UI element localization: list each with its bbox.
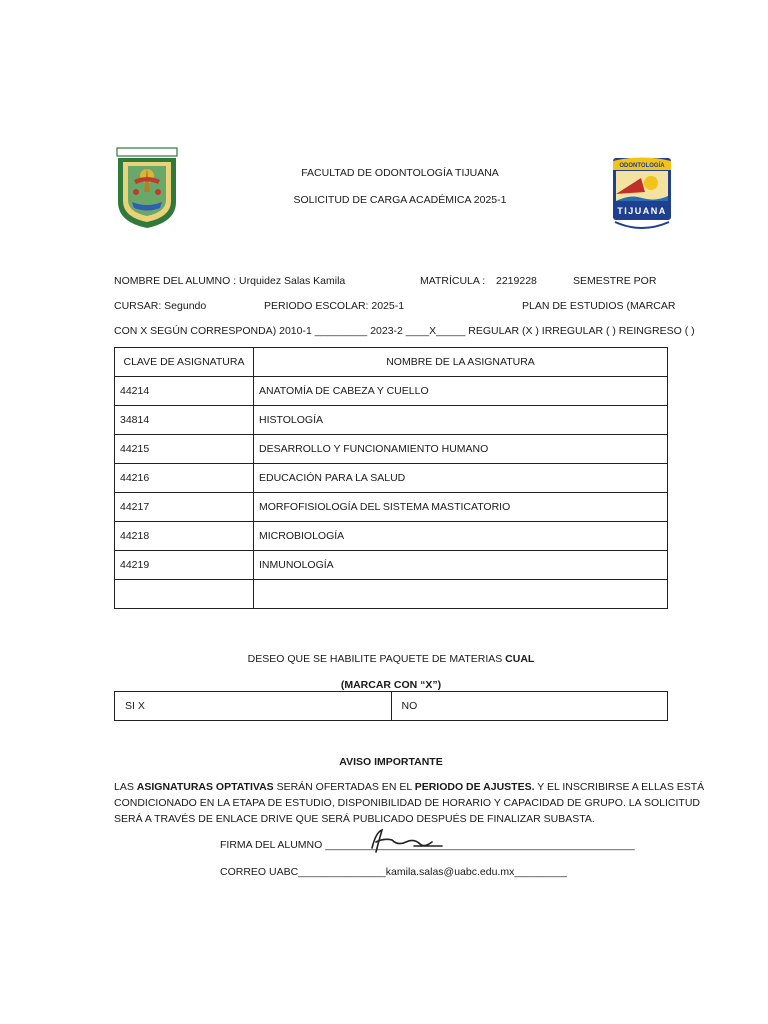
subject-key: 44218 — [115, 522, 254, 551]
table-header-row — [115, 348, 668, 377]
subject-name: EDUCACIÓN PARA LA SALUD — [254, 464, 668, 493]
subject-key: 44216 — [115, 464, 254, 493]
subject-key: 44217 — [115, 493, 254, 522]
semestre-label: SEMESTRE POR — [573, 275, 657, 287]
email-line: CORREO UABC_______________kamila.salas@uabc.edu.mx_________ — [220, 866, 567, 878]
yes-no-row — [115, 692, 668, 721]
no-cell[interactable]: NO — [391, 692, 668, 721]
subject-key — [115, 580, 254, 609]
yes-cell[interactable]: SI X — [115, 692, 392, 721]
matricula-label: MATRÍCULA : — [420, 275, 486, 287]
table-row — [115, 406, 668, 435]
faculty-title: FACULTAD DE ODONTOLOGÍA TIJUANA — [301, 167, 499, 179]
subject-key: 34814 — [115, 406, 254, 435]
subjects-table — [114, 347, 668, 609]
yes-no-table — [114, 691, 668, 721]
matricula-value: 2219228 — [496, 275, 537, 287]
table-row — [115, 464, 668, 493]
cursar-value: CURSAR: Segundo — [114, 300, 207, 312]
periodo-escolar: PERIODO ESCOLAR: 2025-1 — [264, 300, 405, 312]
subject-name: ANATOMÍA DE CABEZA Y CUELLO — [254, 377, 668, 406]
plan-estudios-label: PLAN DE ESTUDIOS (MARCAR — [522, 300, 676, 312]
table-row — [115, 551, 668, 580]
faculty-logo — [611, 156, 673, 232]
package-question-bold: CUAL — [505, 653, 535, 665]
handwritten-signature — [362, 826, 452, 856]
subject-key: 44219 — [115, 551, 254, 580]
package-question-text: DESEO QUE SE HABILITE PAQUETE DE MATERIAS — [247, 653, 503, 665]
subject-name: MICROBIOLOGÍA — [254, 522, 668, 551]
notice-text-1: LAS — [114, 781, 134, 793]
notice-title: AVISO IMPORTANTE — [339, 756, 443, 768]
subject-key: 44215 — [115, 435, 254, 464]
student-name: NOMBRE DEL ALUMNO : Urquidez Salas Kamila — [114, 275, 346, 287]
subject-name: DESARROLLO Y FUNCIONAMIENTO HUMANO — [254, 435, 668, 464]
package-question — [114, 653, 668, 665]
table-row — [115, 377, 668, 406]
subject-name: HISTOLOGÍA — [254, 406, 668, 435]
notice-line-1 — [114, 781, 704, 793]
notice-bold-1: ASIGNATURAS OPTATIVAS — [136, 781, 274, 793]
notice-line-2: CONDICIONADO EN LA ETAPA DE ESTUDIO, DISPONIBILIDAD DE HORARIO Y CAPACIDAD DE GRUPO. LA SOLICITUD — [114, 797, 700, 809]
request-title: SOLICITUD DE CARGA ACADÉMICA 2025-1 — [293, 194, 507, 206]
logo-text: TIJUANA — [617, 206, 667, 216]
logo-top-text: ODONTOLOGÍA — [619, 163, 665, 169]
subject-name — [254, 580, 668, 609]
subject-name: MORFOFISIOLOGÍA DEL SISTEMA MASTICATORIO — [254, 493, 668, 522]
notice-text-2: SERÁN OFERTADAS EN EL — [276, 781, 412, 793]
signature-line: FIRMA DEL ALUMNO _____________________________________________________ — [220, 839, 635, 851]
notice-line-3: SERÁ A TRAVÉS DE ENLACE DRIVE QUE SERÁ PUBLICADO DESPUÉS DE FINALIZAR SUBASTA. — [114, 813, 595, 825]
package-instruction: (MARCAR CON “X”) — [340, 679, 442, 691]
notice-bold-2: PERIODO DE AJUSTES. — [414, 781, 535, 793]
table-row — [115, 493, 668, 522]
subject-key: 44214 — [115, 377, 254, 406]
uabc-shield-logo — [114, 146, 180, 230]
notice-text-3: Y EL INSCRIBIRSE A ELLAS ESTÁ — [537, 781, 705, 793]
table-row-empty — [115, 580, 668, 609]
col-header-key: CLAVE DE ASIGNATURA — [115, 348, 254, 377]
subject-name: INMUNOLOGÍA — [254, 551, 668, 580]
plan-status-line: CON X SEGÚN CORRESPONDA) 2010-1 _________ 2023-2 ____X_____ REGULAR (X ) IRREGULAR ( ) REINGRESO ( ) — [114, 325, 695, 337]
table-row — [115, 435, 668, 464]
table-row — [115, 522, 668, 551]
col-header-name: NOMBRE DE LA ASIGNATURA — [254, 348, 668, 377]
